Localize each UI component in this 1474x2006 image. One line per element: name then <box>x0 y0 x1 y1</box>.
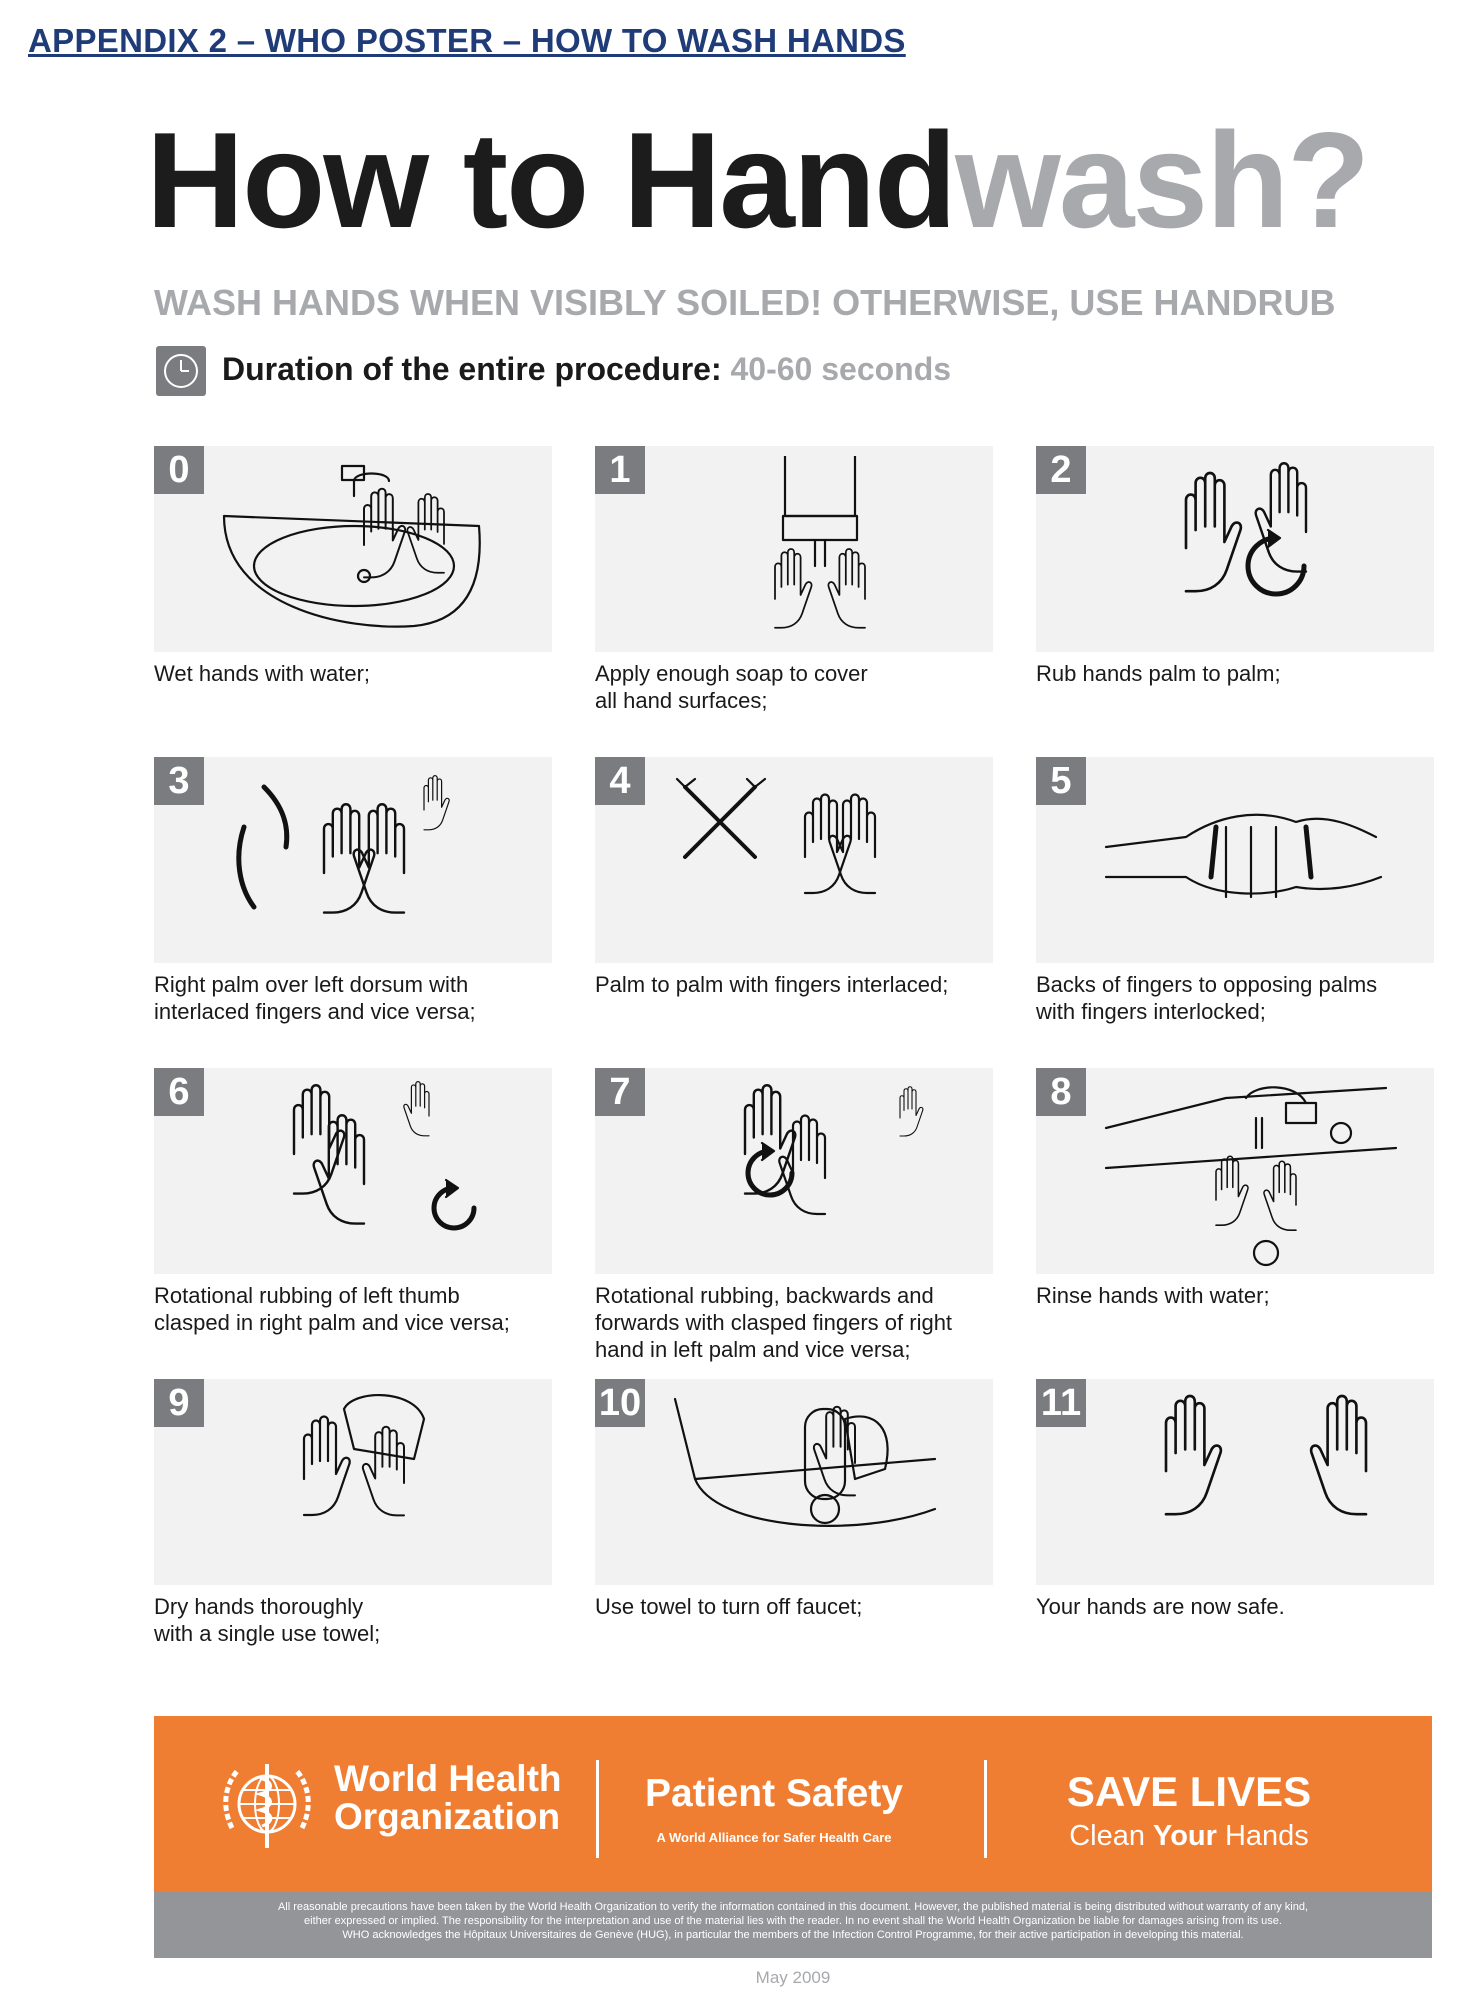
clock-icon <box>156 346 206 396</box>
who-emblem-icon <box>212 1758 322 1854</box>
step-number: 4 <box>595 757 645 805</box>
step-number: 7 <box>595 1068 645 1116</box>
step-number: 6 <box>154 1068 204 1116</box>
duration-value: 40-60 seconds <box>730 351 952 387</box>
step-8 <box>1036 1068 1434 1309</box>
hand-washing-drawing <box>1096 1078 1416 1268</box>
step-caption-line: Rub hands palm to palm; <box>1036 661 1281 686</box>
step-caption-line: forwards with clasped fingers of right <box>595 1310 953 1335</box>
step-caption-line: hand in left palm and vice versa; <box>595 1337 911 1362</box>
step-9 <box>154 1379 552 1647</box>
step-caption <box>1036 660 1446 687</box>
hand-washing-drawing <box>214 1389 534 1579</box>
step-illustration <box>154 1379 552 1585</box>
step-caption-line: interlaced fingers and vice versa; <box>154 999 476 1024</box>
step-7 <box>595 1068 993 1363</box>
title-part-hand: How to Hand <box>146 104 956 256</box>
step-caption-line: Your hands are now safe. <box>1036 1594 1285 1619</box>
step-number: 11 <box>1036 1379 1086 1427</box>
disclaimer-line-2: either expressed or implied. The responsibility for the interpretation and use of the material lies with the reader. In no event shall the World Health Organization be liable for damages arising from its use. <box>304 1915 1282 1927</box>
step-1 <box>595 446 993 714</box>
step-caption <box>154 1282 564 1336</box>
clean-your-hands <box>974 1820 1404 1853</box>
step-illustration <box>154 1068 552 1274</box>
step-caption <box>595 971 1005 998</box>
step-number: 1 <box>595 446 645 494</box>
hand-washing-drawing <box>214 767 534 957</box>
publication-date: May 2009 <box>755 1968 831 1987</box>
step-caption <box>595 1282 1005 1363</box>
step-number: 8 <box>1036 1068 1086 1116</box>
who-name-line1: World Health <box>334 1758 562 1799</box>
hand-washing-drawing <box>655 767 975 957</box>
page-title <box>146 104 1369 256</box>
clean-bold: Your <box>1153 1820 1217 1852</box>
step-0 <box>154 446 552 687</box>
step-illustration <box>1036 757 1434 963</box>
step-4 <box>595 757 993 998</box>
step-caption-line: Dry hands thoroughly <box>154 1594 364 1619</box>
step-caption-line: Rotational rubbing of left thumb <box>154 1283 460 1308</box>
step-caption <box>1036 1593 1446 1620</box>
subtitle: WASH HANDS WHEN VISIBLY SOILED! OTHERWISE, USE HANDRUB <box>154 282 1336 323</box>
who-name-line2: Organization <box>334 1796 561 1837</box>
hand-washing-drawing <box>655 456 975 646</box>
step-number: 0 <box>154 446 204 494</box>
step-caption-line: all hand surfaces; <box>595 688 768 713</box>
hand-washing-drawing <box>655 1078 975 1268</box>
step-3 <box>154 757 552 1025</box>
step-caption-line: Rotational rubbing, backwards and <box>595 1283 934 1308</box>
step-illustration <box>595 1068 993 1274</box>
disclaimer-line-1: All reasonable precautions have been taken by the World Health Organization to verify the information contained in this document. However, the published material is being distributed without warranty of any kind, <box>277 1901 1309 1913</box>
step-illustration <box>595 446 993 652</box>
step-caption-line: Use towel to turn off faucet; <box>595 1594 863 1619</box>
step-caption <box>1036 971 1446 1025</box>
appendix-heading: APPENDIX 2 – WHO POSTER – HOW TO WASH HANDS <box>28 22 906 59</box>
step-illustration <box>1036 1068 1434 1274</box>
step-number: 3 <box>154 757 204 805</box>
step-illustration <box>154 446 552 652</box>
hand-washing-drawing <box>655 1389 975 1579</box>
hand-washing-drawing <box>1096 456 1416 646</box>
step-caption <box>1036 1282 1446 1309</box>
clean-post: Hands <box>1216 1820 1309 1852</box>
step-caption <box>595 660 1005 714</box>
title-part-wash: wash? <box>955 104 1369 256</box>
step-5 <box>1036 757 1434 1025</box>
step-11 <box>1036 1379 1434 1620</box>
step-illustration <box>595 757 993 963</box>
disclaimer-line-3: WHO acknowledges the Hôpitaux Universitaires de Genève (HUG), in particular the members of the Infection Control Programme, for their active participation in developing this material. <box>342 1929 1244 1941</box>
step-caption-line: Wet hands with water; <box>154 661 371 686</box>
save-lives-title: SAVE LIVES <box>1066 1768 1312 1815</box>
step-number: 2 <box>1036 446 1086 494</box>
step-6 <box>154 1068 552 1336</box>
duration-label: Duration of the entire procedure: <box>222 351 722 387</box>
footer-banner <box>154 1716 1432 1892</box>
hand-washing-drawing <box>214 1078 534 1268</box>
clean-pre: Clean <box>1069 1820 1154 1852</box>
disclaimer <box>154 1892 1432 1958</box>
patient-safety-subtitle: A World Alliance for Safer Health Care <box>656 1830 892 1845</box>
hand-washing-drawing <box>1096 1389 1416 1579</box>
step-illustration <box>154 757 552 963</box>
step-caption <box>154 1593 564 1647</box>
step-caption <box>595 1593 1005 1620</box>
step-caption-line: clasped in right palm and vice versa; <box>154 1310 510 1335</box>
step-illustration <box>595 1379 993 1585</box>
step-number: 9 <box>154 1379 204 1427</box>
step-illustration <box>1036 1379 1434 1585</box>
step-number: 10 <box>595 1379 645 1427</box>
patient-safety-title: Patient Safety <box>645 1772 903 1815</box>
step-caption-line: with a single use towel; <box>154 1621 381 1646</box>
step-2 <box>1036 446 1434 687</box>
step-caption-line: with fingers interlocked; <box>1036 999 1266 1024</box>
hand-washing-drawing <box>1096 767 1416 957</box>
step-caption-line: Right palm over left dorsum with <box>154 972 469 997</box>
step-caption <box>154 660 564 687</box>
who-wordmark <box>334 1760 562 1836</box>
step-caption-line: Apply enough soap to cover <box>595 661 868 686</box>
step-caption-line: Rinse hands with water; <box>1036 1283 1270 1308</box>
step-caption-line: Palm to palm with fingers interlaced; <box>595 972 949 997</box>
hand-washing-drawing <box>214 456 534 646</box>
step-number: 5 <box>1036 757 1086 805</box>
step-illustration <box>1036 446 1434 652</box>
duration-line <box>222 351 951 388</box>
step-10 <box>595 1379 993 1620</box>
step-caption <box>154 971 564 1025</box>
step-caption-line: Backs of fingers to opposing palms <box>1036 972 1378 997</box>
